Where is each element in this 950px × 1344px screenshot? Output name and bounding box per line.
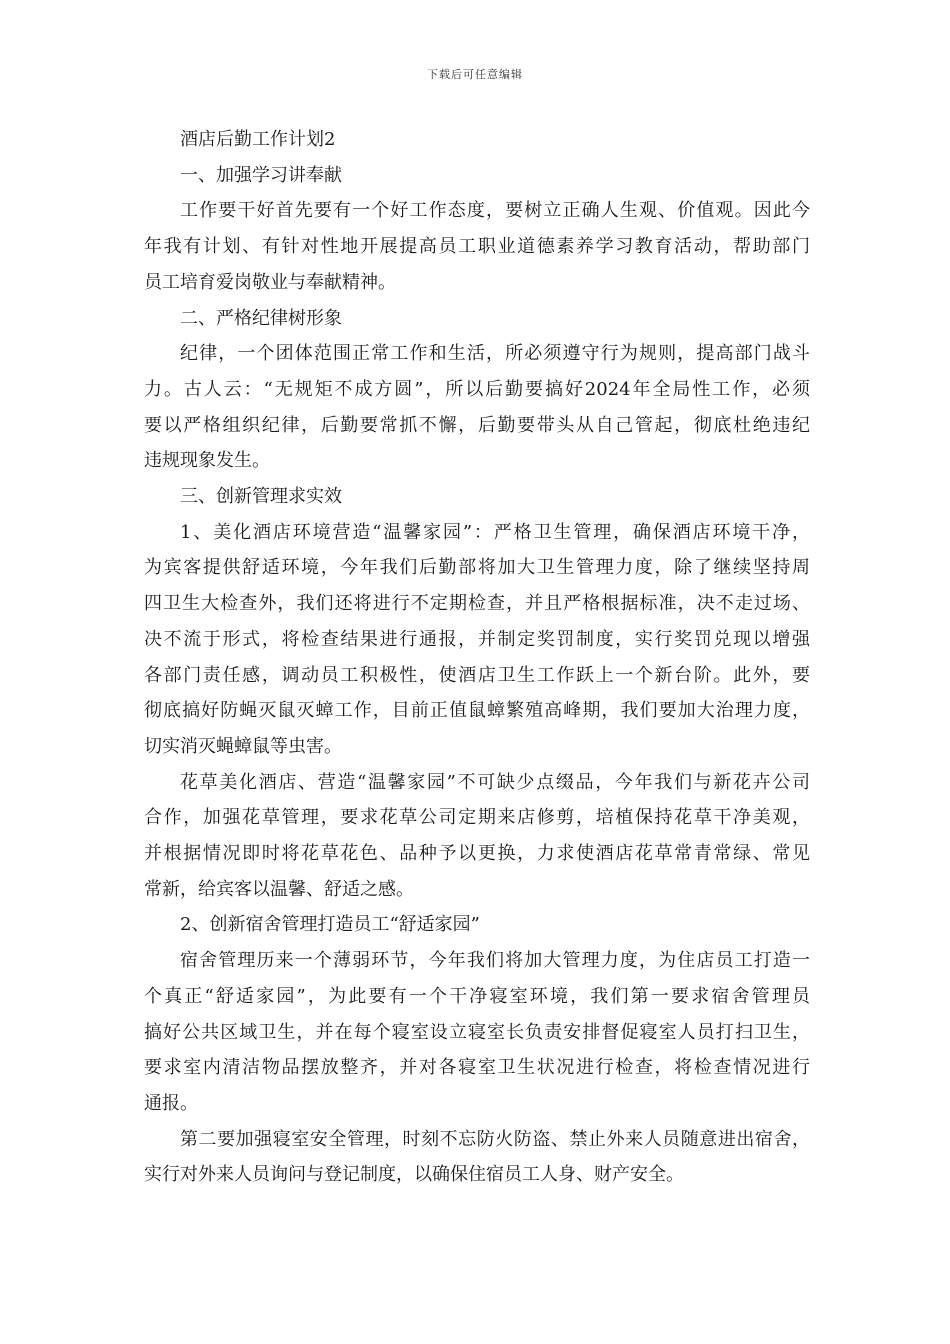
text-line: 彻底搞好防蝇灭鼠灭蟑工作，目前正值鼠蟑繁殖高峰期，我们要加大治理力度， [144, 700, 810, 722]
text-line: 四卫生大检查外，我们还将进行不定期检查，并且严格根据标准，决不走过场、 [144, 593, 810, 615]
section-1-heading: 一、加强学习讲奉献 [180, 164, 342, 186]
text-line: 为宾客提供舒适环境，今年我们后勤部将加大卫生管理力度，除了继续坚持周 [144, 557, 810, 579]
text-line: 常新，给宾客以温馨、舒适之感。 [144, 878, 414, 900]
document-body [144, 122, 810, 1193]
text-line: 合作，加强花草管理，要求花草公司定期来店修剪，培植保持花草干净美观， [144, 807, 810, 829]
section-3-item-2-heading: 2、创新宿舍管理打造员工“舒适家园” [180, 914, 480, 936]
text-line: 员工培育爱岗敬业与奉献精神。 [144, 271, 396, 293]
text-line: 工作要干好首先要有一个好工作态度，要树立正确人生观、价值观。因此今 [180, 200, 810, 222]
section-3-item-1-paragraph [144, 515, 810, 765]
safety-paragraph [144, 1122, 810, 1193]
text-line: 1、美化酒店环境营造“温馨家园”：严格卫生管理，确保酒店环境干净， [180, 521, 810, 543]
flowers-paragraph [144, 765, 810, 908]
text-line: 切实消灭蝇蟑鼠等虫害。 [144, 735, 342, 757]
text-line: 第二要加强寝室安全管理，时刻不忘防火防盗、禁止外来人员随意进出宿舍， [180, 1128, 810, 1150]
section-2-heading: 二、严格纪律树形象 [180, 307, 342, 329]
text-line: 并根据情况即时将花草花色、品种予以更换，力求使酒店花草常青常绿、常见 [144, 843, 810, 865]
text-line: 要求室内清洁物品摆放整齐，并对各寝室卫生状况进行检查，将检查情况进行 [144, 1057, 810, 1079]
text-line: 搞好公共区域卫生，并在每个寝室设立寝室长负责安排督促寝室人员打扫卫生， [144, 1021, 810, 1043]
text-line: 宿舍管理历来一个薄弱环节，今年我们将加大管理力度，为住店员工打造一 [180, 950, 810, 972]
section-2-paragraph [144, 336, 810, 479]
text-line: 决不流于形式，将检查结果进行通报，并制定奖罚制度，实行奖罚兑现以增强 [144, 628, 810, 650]
text-line: 各部门责任感，调动员工积极性，使酒店卫生工作跃上一个新台阶。此外，要 [144, 664, 810, 686]
section-1-paragraph [144, 193, 810, 300]
page-header: 下载后可任意编辑 [427, 68, 523, 81]
dorm-paragraph [144, 943, 810, 1122]
text-line: 花草美化酒店、营造“温馨家园”不可缺少点缀品，今年我们与新花卉公司 [180, 771, 810, 793]
section-3-heading: 三、创新管理求实效 [180, 486, 342, 508]
text-line: 通报。 [144, 1092, 198, 1114]
document-title: 酒店后勤工作计划2 [180, 129, 336, 150]
text-line: 纪律，一个团体范围正常工作和生活，所必须遵守行为规则，提高部门战斗 [180, 343, 810, 365]
text-line: 实行对外来人员询问与登记制度，以确保住宿员工人身、财产安全。 [144, 1164, 684, 1186]
text-line: 年我有计划、有针对性地开展提高员工职业道德素养学习教育活动，帮助部门 [144, 236, 810, 258]
text-line: 违规现象发生。 [144, 450, 270, 472]
text-line: 力。古人云：“无规矩不成方圆”，所以后勤要搞好2024年全局性工作，必须 [144, 378, 810, 400]
text-line: 个真正“舒适家园”，为此要有一个干净寝室环境，我们第一要求宿舍管理员 [144, 985, 810, 1007]
text-line: 要以严格组织纪律，后勤要常抓不懈，后勤要带头从自己管起，彻底杜绝违纪 [144, 414, 810, 436]
